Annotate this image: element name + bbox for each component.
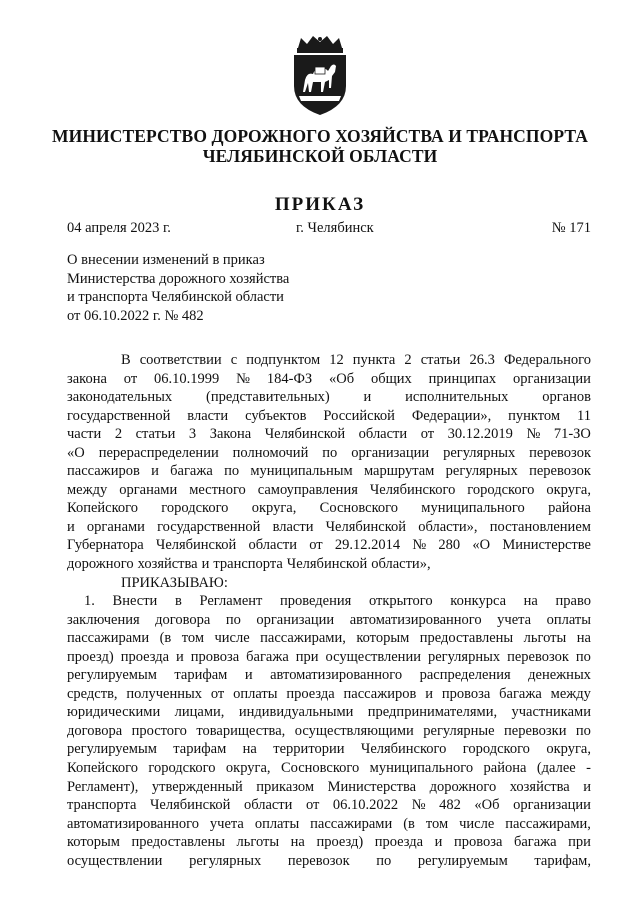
item1-line: автоматизированного учета оплаты пассажирами (в том числе пассажирами, [67,815,591,832]
subject-line: от 06.10.2022 г. № 482 [67,308,204,325]
preamble-line: дорожного хозяйства и транспорта Челябинской области», [67,556,431,573]
preamble-line: Копейского городского округа, Сосновского муниципального района [67,500,591,517]
item1-line: транспорта Челябинской области от 06.10.2022 № 482 «Об организации [67,797,591,814]
item1-line: заключения договора по организации автоматизированного учета оплаты [67,611,591,628]
subject-line: и транспорта Челябинской области [67,289,284,306]
item1-line: Регламент), утвержденный приказом Министерства дорожного хозяйства и [67,778,591,795]
document-type: ПРИКАЗ [274,194,366,215]
item1-line: проезд) проезда и провоза багажа при осуществлении регулярных перевозок по [67,648,591,665]
preamble-line: и органами государственной власти Челябинской области», постановлением [67,518,591,535]
subject-line: О внесении изменений в приказ [67,252,265,268]
chelyabinsk-coat-of-arms-icon [289,36,351,116]
preamble-line: части 2 статьи 3 Закона Челябинской области от 30.12.2019 № 71-ЗО [67,426,591,443]
item1-line: осуществлении регулярных перевозок по регулируемым тарифам, [67,852,591,869]
item1-line: регулируемым тарифам на территории Челябинского городского округа, [67,741,591,758]
preamble-line: между органами местного самоуправления Челябинского городского округа, [67,481,591,498]
order-number: № 171 [551,220,591,236]
item1-line: которым предоставлены льготы на проезд) проезда и провоза багажа при [67,834,591,851]
preamble-paragraph [67,351,591,574]
item1-line: юридическими лицами, индивидуальными предпринимателями, участниками [67,704,591,721]
command-word: ПРИКАЗЫВАЮ: [121,574,228,591]
item1-line: регулируемым тарифам и автоматизированного распределения денежных [67,667,591,684]
item1-line: средств, полученных от оплаты проезда пассажиров и провоза багажа между [67,685,591,702]
preamble-line: В соответствии с подпунктом 12 пункта 2 статьи 26.3 Федерального [121,352,591,368]
order-subject [67,251,317,326]
preamble-line: Губернатора Челябинской области от 29.12.2014 № 280 «О Министерстве [67,537,591,554]
item1-line: договора простого товарищества, осуществляющими регулярные перевозки по [67,722,591,739]
item-1-paragraph [67,592,591,870]
order-date: 04 апреля 2023 г. [67,220,171,236]
order-city: г. Челябинск [296,220,374,236]
order-body [67,351,591,870]
subject-line: Министерства дорожного хозяйства [67,270,290,287]
ministry-name-line2: ЧЕЛЯБИНСКОЙ ОБЛАСТИ [202,146,438,166]
preamble-line: государственной власти субъектов Российской Федерации», пунктом 11 [67,407,591,424]
preamble-line: пассажиров и багажа по муниципальным маршрутам регулярных перевозок [67,463,591,480]
ministry-name-line1: МИНИСТЕРСТВО ДОРОЖНОГО ХОЗЯЙСТВА И ТРАНСПОРТА [52,126,588,146]
preamble-line: закона от 06.10.1999 № 184-ФЗ «Об общих принципах организации [67,370,591,387]
preamble-line: законодательных (представительных) и исполнительных органов [67,389,591,406]
item1-line: пассажирами (в том числе пассажирами, которым предоставлены льготы на [67,630,591,647]
item1-line: Копейского городского округа, Сосновского муниципального района (далее - [67,760,591,777]
preamble-line: «О перераспределении полномочий по организации регулярных перевозок [67,444,591,461]
item1-line: 1. Внести в Регламент проведения открытого конкурса на право [84,593,591,610]
